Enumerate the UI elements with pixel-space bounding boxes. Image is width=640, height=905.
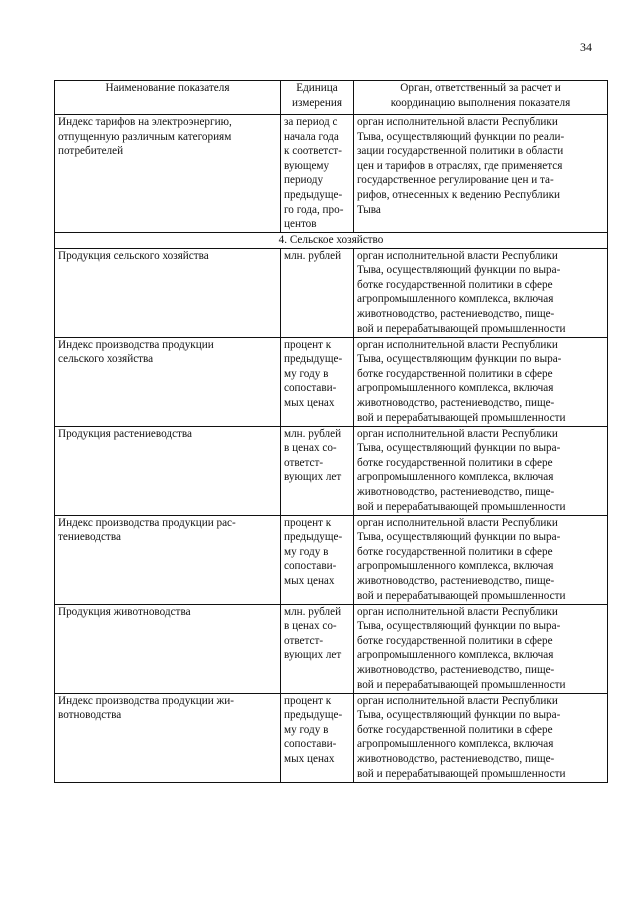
indicator-organ: орган исполнительной власти Республики Тыва, осуществляющим функции по выра- ботке государственной политики в сфере агропромышленного комплекса, включая животноводство, растениеводство, пище- вой и перерабатывающей промышленности [354, 337, 608, 426]
indicator-unit: процент к предыдуще- му году в сопостави- мых ценах [281, 693, 354, 782]
indicator-unit: процент к предыдуще- му году в сопостави- мых ценах [281, 515, 354, 604]
indicator-unit: млн. рублей в ценах со- ответст- вующих лет [281, 604, 354, 693]
indicator-organ: орган исполнительной власти Республики Тыва, осуществляющий функции по выра- ботке государственной политики в сфере агропромышленного комплекса, включая животноводство, растениеводство, пище- вой и перерабатывающей промышленности [354, 515, 608, 604]
header-organ: Орган, ответственный за расчет и координацию выполнения показателя [354, 81, 608, 115]
table-row [55, 515, 608, 604]
indicator-name: Продукция животноводства [55, 604, 281, 693]
indicator-name: Продукция сельского хозяйства [55, 248, 281, 337]
table-row [55, 426, 608, 515]
indicator-organ: орган исполнительной власти Республики Тыва, осуществляющий функции по выра- ботке государственной политики в сфере агропромышленного комплекса, включая животноводство, растениеводство, пище- вой и перерабатывающей промышленности [354, 693, 608, 782]
indicators-table [54, 80, 608, 783]
section-title: 4. Сельское хозяйство [55, 233, 608, 249]
table-row [55, 337, 608, 426]
table-row [55, 115, 608, 233]
indicator-name: Индекс производства продукции жи- вотноводства [55, 693, 281, 782]
indicator-name: Индекс тарифов на электроэнергию, отпущенную различным категориям потребителей [55, 115, 281, 233]
indicator-organ: орган исполнительной власти Республики Тыва, осуществляющий функции по выра- ботке государственной политики в сфере агропромышленного комплекса, включая животноводство, растениеводство, пище- вой и перерабатывающей промышленности [354, 426, 608, 515]
indicator-name: Индекс производства продукции рас- тениеводства [55, 515, 281, 604]
indicator-unit: за период с начала года к соответст- вующему периоду предыдуще- го года, про- центов [281, 115, 354, 233]
indicator-unit: млн. рублей в ценах со- ответст- вующих лет [281, 426, 354, 515]
indicator-unit: процент к предыдуще- му году в сопостави- мых ценах [281, 337, 354, 426]
indicator-organ: орган исполнительной власти Республики Тыва, осуществляющий функции по выра- ботке государственной политики в сфере агропромышленного комплекса, включая животноводство, растениеводство, пище- вой и перерабатывающей промышленности [354, 604, 608, 693]
header-unit: Единица измерения [281, 81, 354, 115]
indicator-name: Продукция растениеводства [55, 426, 281, 515]
indicator-organ: орган исполнительной власти Республики Тыва, осуществляющий функции по выра- ботке государственной политики в сфере агропромышленного комплекса, включая животноводство, растениеводство, пище- вой и перерабатывающей промышленности [354, 248, 608, 337]
table-row [55, 248, 608, 337]
table-row [55, 604, 608, 693]
page-number: 34 [580, 40, 592, 54]
table-header-row [55, 81, 608, 115]
indicator-unit: млн. рублей [281, 248, 354, 337]
section-header-row [55, 233, 608, 249]
indicator-name: Индекс производства продукции сельского хозяйства [55, 337, 281, 426]
indicator-organ: орган исполнительной власти Республики Тыва, осуществляющий функции по реали- зации государственной политики в области цен и тарифов в отраслях, где применяется государственное регулирование цен и та- рифов, отнесенных к ведению Республики Тыва [354, 115, 608, 233]
header-name: Наименование показателя [55, 81, 281, 115]
table-row [55, 693, 608, 782]
